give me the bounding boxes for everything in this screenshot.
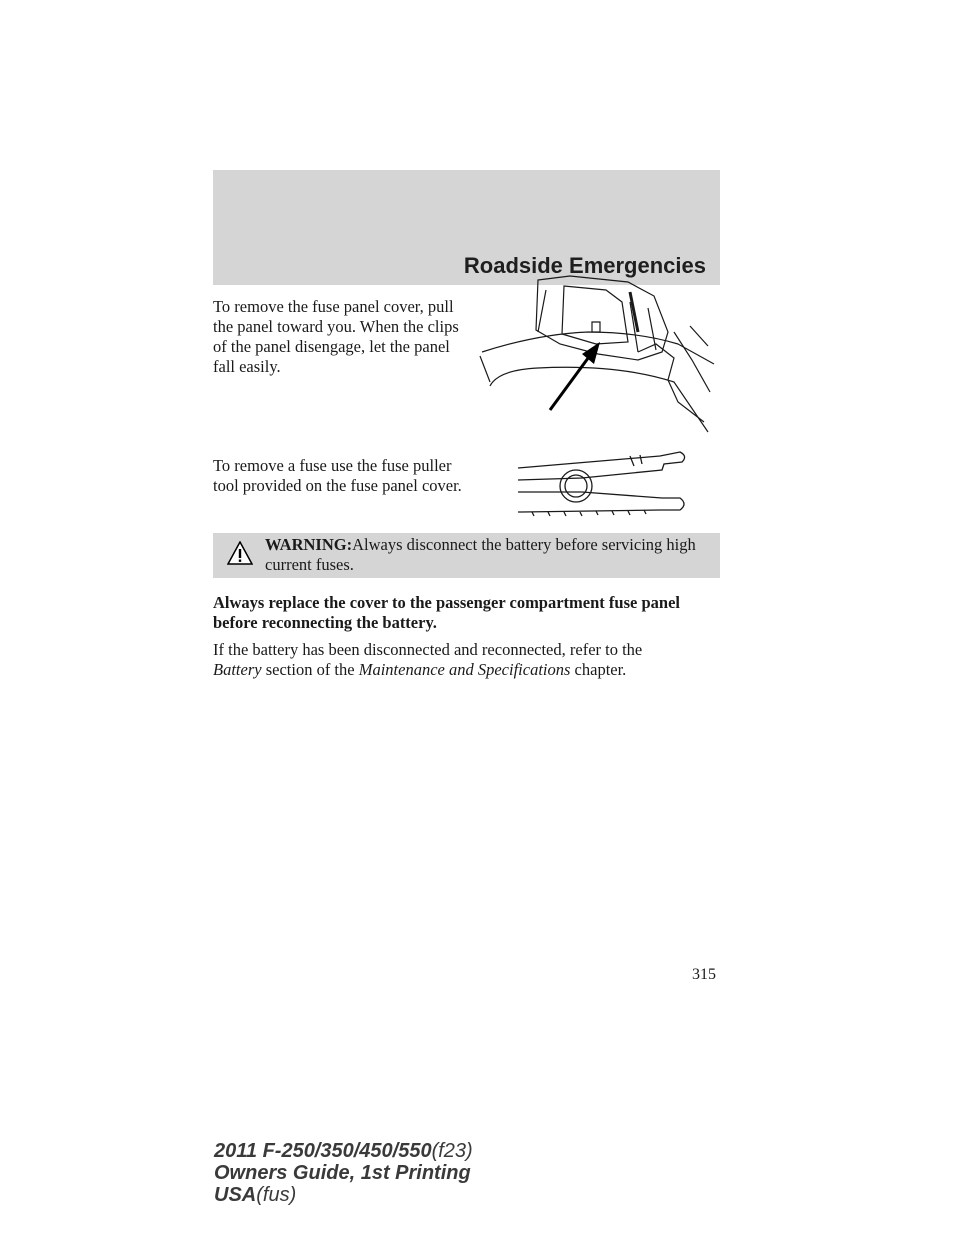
reference-middle: section of the: [265, 660, 355, 679]
footer-model-code: (f23): [431, 1140, 473, 1162]
cover-replacement-notice: Always replace the cover to the passenger compartment fuse panel before reconnecting the battery.: [213, 593, 680, 632]
warning-label: WARNING:: [265, 535, 353, 554]
fuse-puller-illustration: [512, 448, 690, 520]
document-footer: [214, 1140, 473, 1206]
warning-triangle-icon: [227, 541, 253, 565]
footer-market: USA: [214, 1184, 257, 1206]
reference-suffix: chapter.: [574, 660, 627, 679]
panel-cover-instruction: To remove the fuse panel cover, pull the panel toward you. When the clips of the panel disengage, let the panel fall easily.: [213, 297, 459, 376]
footer-market-code: (fus): [256, 1184, 297, 1206]
maintenance-chapter-ref: Maintenance and Specifications: [358, 660, 571, 679]
warning-box: [213, 533, 720, 578]
fuse-panel-illustration: [478, 272, 720, 438]
page-number: 315: [692, 966, 716, 983]
warning-message: Always disconnect the battery before servicing high current fuses.: [265, 535, 696, 574]
footer-guide: Owners Guide, 1st Printing: [214, 1162, 471, 1184]
fuse-removal-instruction: To remove a fuse use the fuse puller tool provided on the fuse panel cover.: [213, 456, 462, 495]
footer-model: 2011 F-250/350/450/550: [214, 1140, 432, 1162]
footer-line-market: [214, 1184, 473, 1206]
warning-text: [265, 535, 711, 575]
battery-reference: [213, 640, 720, 680]
chapter-title: Roadside Emergencies: [463, 253, 706, 278]
battery-section-ref: Battery: [213, 660, 262, 679]
chapter-header: [213, 170, 720, 285]
footer-line-model: [214, 1140, 473, 1162]
reference-prefix: If the battery has been disconnected and reconnected, refer to the: [213, 640, 643, 659]
